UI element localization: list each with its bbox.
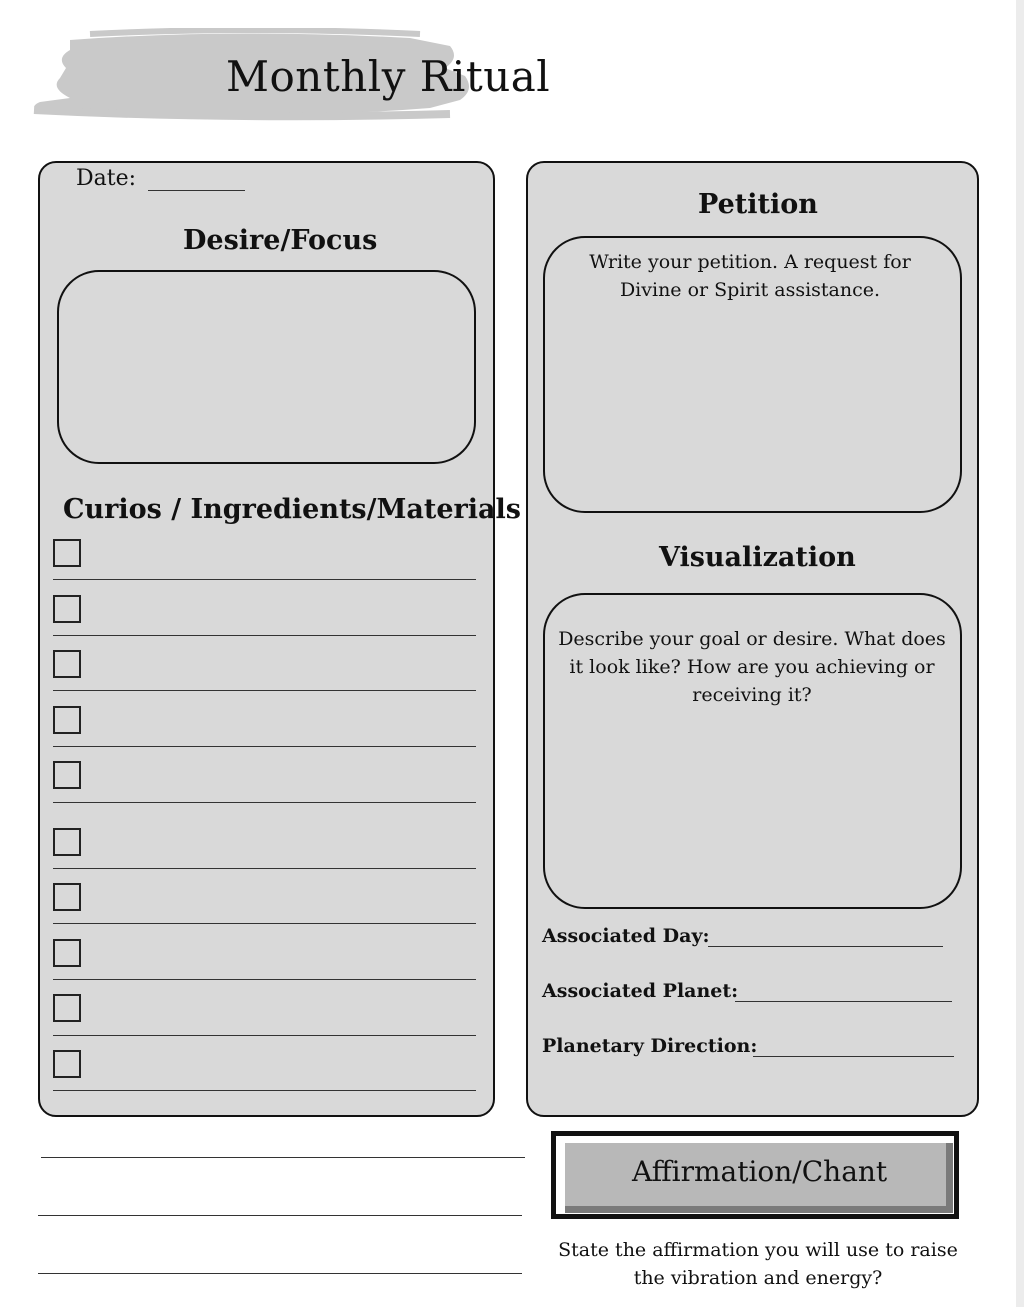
material-checkbox[interactable]	[53, 595, 81, 623]
material-line[interactable]	[53, 979, 476, 980]
petition-heading: Petition	[698, 189, 818, 220]
material-checkbox[interactable]	[53, 761, 81, 789]
planetary-direction-field[interactable]	[753, 1056, 954, 1057]
associated-day-field[interactable]	[708, 946, 943, 947]
visualization-prompt-line: it look like? How are you achieving or	[569, 656, 935, 678]
affirmation-prompt	[548, 1236, 968, 1292]
petition-prompt-line: Write your petition. A request for	[589, 251, 911, 273]
desire-focus-heading: Desire/Focus	[183, 225, 378, 256]
affirmation-line[interactable]	[38, 1273, 522, 1274]
petition-prompt	[555, 248, 945, 304]
material-line[interactable]	[53, 690, 476, 691]
material-checkbox[interactable]	[53, 994, 81, 1022]
planetary-direction-label: Planetary Direction:	[542, 1035, 758, 1057]
material-checkbox[interactable]	[53, 883, 81, 911]
material-line[interactable]	[53, 868, 476, 869]
desire-focus-box[interactable]	[57, 270, 476, 464]
material-line[interactable]	[53, 1035, 476, 1036]
visualization-prompt	[547, 625, 957, 709]
material-line[interactable]	[53, 746, 476, 747]
material-line[interactable]	[53, 635, 476, 636]
affirmation-label: Affirmation/Chant	[632, 1155, 888, 1188]
material-checkbox[interactable]	[53, 706, 81, 734]
material-checkbox[interactable]	[53, 828, 81, 856]
material-checkbox[interactable]	[53, 650, 81, 678]
page-edge	[1016, 0, 1024, 1307]
visualization-prompt-line: Describe your goal or desire. What does	[558, 628, 946, 650]
visualization-prompt-line: receiving it?	[692, 684, 812, 706]
material-checkbox[interactable]	[53, 539, 81, 567]
materials-heading: Curios / Ingredients/Materials	[63, 494, 521, 525]
page-title: Monthly Ritual	[226, 52, 551, 101]
associated-planet-field[interactable]	[735, 1001, 952, 1002]
material-line[interactable]	[53, 802, 476, 803]
affirmation-line[interactable]	[41, 1157, 525, 1158]
material-line[interactable]	[53, 579, 476, 580]
petition-prompt-line: Divine or Spirit assistance.	[619, 279, 881, 301]
material-line[interactable]	[53, 923, 476, 924]
material-checkbox[interactable]	[53, 1050, 81, 1078]
affirmation-prompt-line: State the affirmation you will use to raise	[558, 1239, 958, 1261]
material-line[interactable]	[53, 1090, 476, 1091]
date-field[interactable]	[148, 190, 245, 191]
associated-planet-label: Associated Planet:	[542, 980, 739, 1002]
associated-day-label: Associated Day:	[542, 925, 710, 947]
affirmation-prompt-line: the vibration and energy?	[633, 1267, 883, 1289]
affirmation-line[interactable]	[38, 1215, 522, 1216]
visualization-heading: Visualization	[659, 542, 856, 573]
material-checkbox[interactable]	[53, 939, 81, 967]
date-label: Date:	[76, 166, 137, 191]
